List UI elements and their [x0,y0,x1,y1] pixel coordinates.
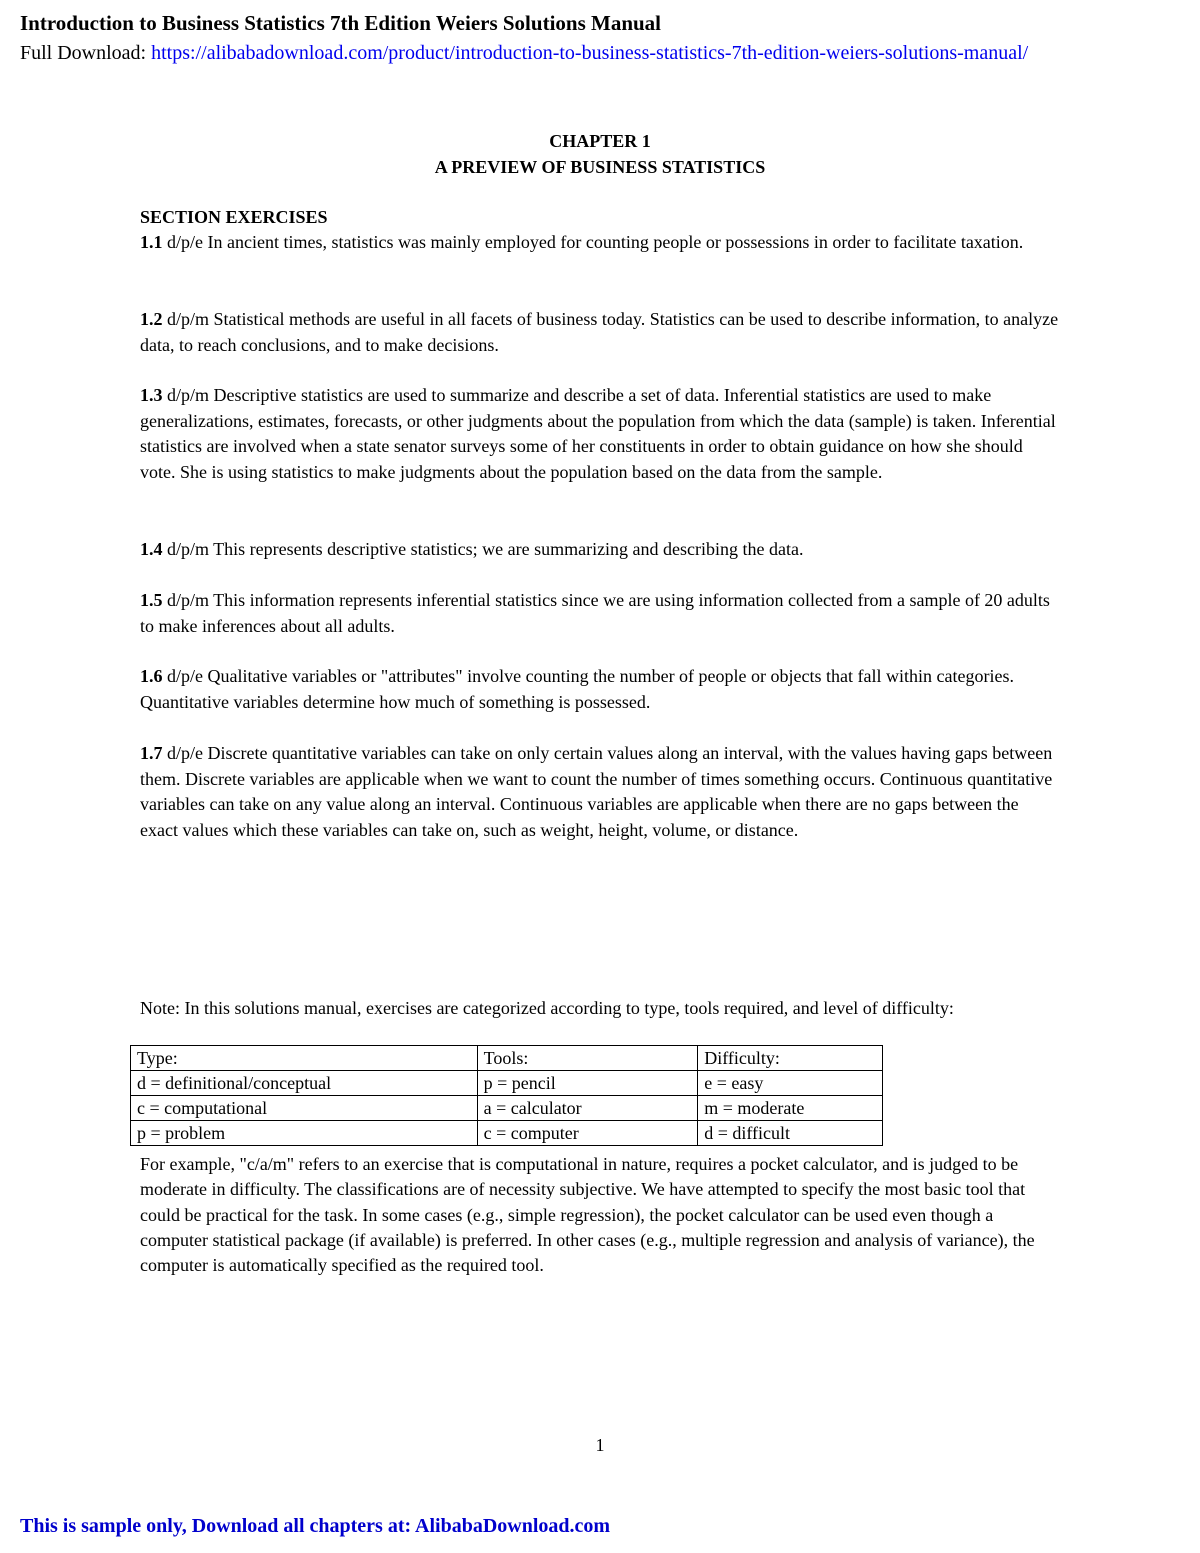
table-cell: c = computational [131,1096,478,1121]
exercise-number: 1.5 [140,590,163,610]
exercise-text: d/p/m This represents descriptive statistics; we are summarizing and describing the data. [162,539,804,559]
table-header-row [131,1046,883,1071]
table-cell: d = difficult [698,1121,883,1146]
exercise-number: 1.4 [140,539,163,559]
download-link[interactable]: https://alibabadownload.com/product/introduction-to-business-statistics-7th-edition-weiers-solutions-manual/ [151,42,1029,64]
exercise-item [140,537,1060,563]
document-title: Introduction to Business Statistics 7th Edition Weiers Solutions Manual [20,11,662,35]
footer-notice: This is sample only, Download all chapters at: AlibabaDownload.com [20,1515,611,1537]
exercise-number: 1.2 [140,309,163,329]
table-cell: c = computer [477,1121,698,1146]
header-difficulty: Difficulty: [698,1046,883,1071]
exercise-number: 1.6 [140,666,163,686]
table-cell: e = easy [698,1071,883,1096]
section-heading: SECTION EXERCISES [140,207,328,227]
exercise-item [140,588,1060,639]
chapter-number: CHAPTER 1 [549,131,651,151]
header-tools: Tools: [477,1046,698,1071]
table-cell: a = calculator [477,1096,698,1121]
table-cell: p = problem [131,1121,478,1146]
classification-note: Note: In this solutions manual, exercises are categorized according to type, tools required, and level of difficulty: [140,998,954,1018]
exercise-text: d/p/e In ancient times, statistics was mainly employed for counting people or possessions in order to facilitate taxation. [162,232,1024,252]
table-cell: m = moderate [698,1096,883,1121]
table-row [131,1071,883,1096]
exercise-number: 1.3 [140,385,163,405]
exercise-number: 1.7 [140,743,163,763]
download-line [20,40,1028,66]
exercise-text: d/p/m This information represents inferential statistics since we are using information collected from a sample of 20 adults to make inferences about all adults. [140,590,1050,636]
exercise-number: 1.1 [140,232,163,252]
table-row [131,1121,883,1146]
exercise-item [140,664,1060,715]
exercise-item [140,383,1060,485]
table-row [131,1096,883,1121]
exercise-item [140,741,1060,843]
exercise-text: d/p/e Discrete quantitative variables can take on only certain values along an interval, with the values having gaps between them. Discrete variables are applicable when we want to count the number of times something occurs. Continuous quantitative variables can take on any value along an interval. Continuous variables are applicable when there are no gaps between the exact values which these variables can take on, such as weight, height, volume, or distance. [140,743,1053,840]
exercise-item [140,307,1060,358]
table-cell: d = definitional/conceptual [131,1071,478,1096]
exercise-text: d/p/m Descriptive statistics are used to summarize and describe a set of data. Inferential statistics are used to make generalizations, estimates, forecasts, or other judgments about the population from which the data (sample) is taken. Inferential statistics are involved when a state senator surveys some of her constituents in order to obtain guidance on how she should vote. She is using statistics to make judgments about the population based on the data from the sample. [140,385,1056,482]
chapter-title: A PREVIEW OF BUSINESS STATISTICS [434,157,766,177]
exercise-text: d/p/m Statistical methods are useful in all facets of business today. Statistics can be used to describe information, to analyze data, to reach conclusions, and to make decisions. [140,309,1059,355]
exercise-text: d/p/e Qualitative variables or "attributes" involve counting the number of people or objects that fall within categories. Quantitative variables determine how much of something is possessed. [140,666,1014,712]
page-number: 1 [595,1435,605,1455]
exercise-item [140,230,1060,256]
example-paragraph: For example, "c/a/m" refers to an exercise that is computational in nature, requires a pocket calculator, and is judged to be moderate in difficulty. The classifications are of necessity subjective. We have attempted to specify the most basic tool that could be practical for the task. In some cases (e.g., simple regression), the pocket calculator can be used even though a computer statistical package (if available) is preferred. In other cases (e.g., multiple regression and analysis of variance), the computer is automatically specified as the required tool. [140,1154,1035,1276]
table-cell: p = pencil [477,1071,698,1096]
classification-table [130,1045,883,1146]
download-label: Full Download: [20,42,152,64]
header-type: Type: [131,1046,478,1071]
